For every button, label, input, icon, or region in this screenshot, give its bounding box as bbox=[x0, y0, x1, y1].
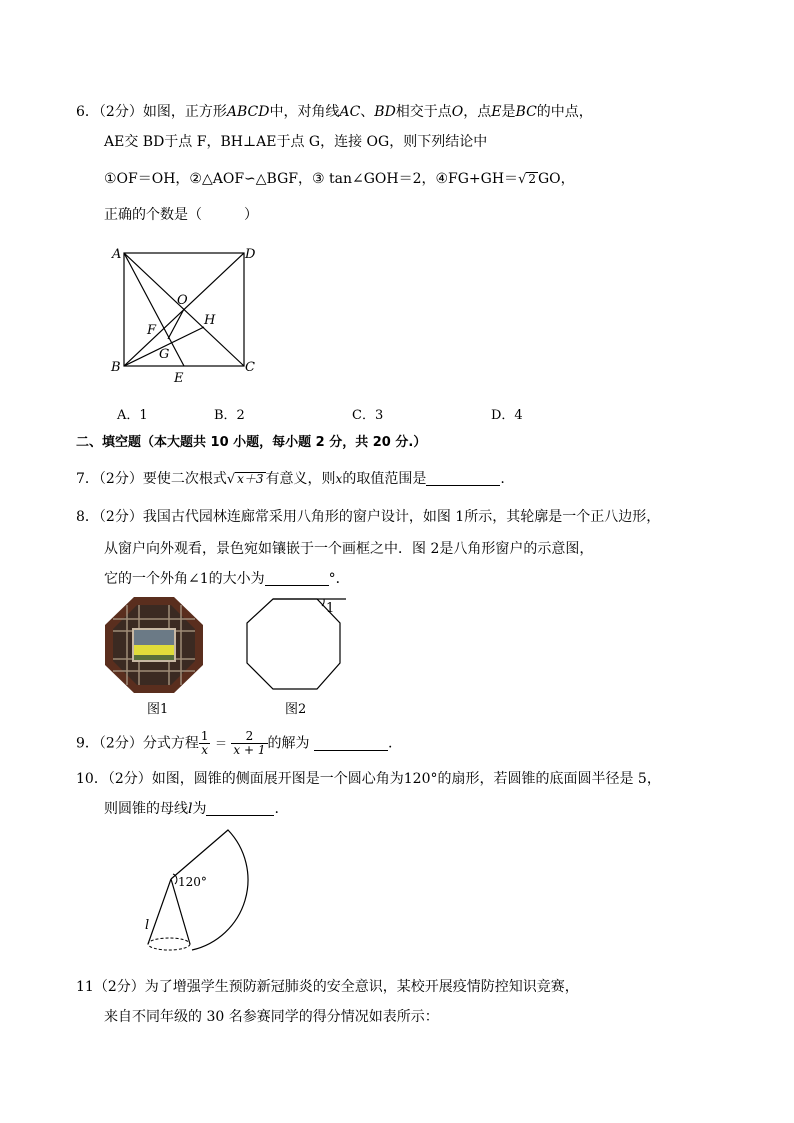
q10-text: 则圆锥的母线 bbox=[104, 801, 188, 817]
q6-option-c: C．3 bbox=[352, 408, 384, 423]
label-g: G bbox=[159, 347, 170, 362]
cone-base bbox=[148, 938, 190, 950]
q6-score: （2分） bbox=[98, 104, 143, 120]
label-e: E bbox=[174, 371, 184, 386]
cone-left-side bbox=[148, 879, 171, 944]
q6-square-name: ABCD bbox=[226, 104, 270, 120]
q9-end: . bbox=[387, 735, 393, 752]
q10-score: （2分） bbox=[107, 771, 152, 787]
q6-option-a: A．1 bbox=[117, 408, 148, 423]
q6-text: 中，对角线 bbox=[269, 104, 340, 120]
section-heading: 二、填空题（本大题共 10 小题，每小题 2 分，共 20 分.） bbox=[76, 435, 427, 450]
q9-answer-blank[interactable] bbox=[314, 736, 388, 751]
figure2-caption: 图2 bbox=[285, 702, 307, 717]
q7-number: 7． bbox=[76, 471, 99, 487]
q6-o: O bbox=[451, 104, 464, 120]
q6-square-figure bbox=[100, 240, 270, 390]
q6-conclusions: ①OF＝OH，②△AOF∽△BGF，③ tan∠GOH＝2，④FG+GH＝ bbox=[104, 171, 519, 187]
q11-number: 11 bbox=[76, 979, 94, 995]
q9-text: 的解为 bbox=[267, 735, 310, 752]
cone-figure bbox=[140, 822, 250, 962]
q8-line3 bbox=[104, 570, 350, 588]
q6-option-d: D．4 bbox=[491, 408, 523, 423]
q10-text: 的扇形，若圆锥的底面圆半径是 5， bbox=[437, 771, 661, 787]
label-o: O bbox=[177, 293, 188, 308]
segment-og bbox=[168, 309, 184, 339]
q6-line3: ①OF＝OH，②△AOF∽△BGF，③ tan∠GOH＝2，④FG+GH＝√ 2 GO， bbox=[104, 171, 575, 187]
q9-f1-den: x bbox=[201, 743, 209, 757]
cone-angle-arc bbox=[173, 874, 177, 884]
q7: 7．（2分）要使二次根式√ x＋3 有意义，则x的取值范围是 . bbox=[76, 471, 505, 487]
q9-fraction-2 bbox=[231, 730, 267, 757]
q10-text: 如图，圆锥的侧面展开图是一个圆心角为 bbox=[151, 771, 404, 787]
q6-option-b: B．2 bbox=[214, 408, 245, 423]
q10-text: 为 bbox=[192, 801, 207, 817]
q6-bd: BD bbox=[374, 104, 396, 120]
q7-score: （2分） bbox=[98, 471, 143, 487]
q8-score: （2分） bbox=[98, 509, 143, 525]
q7-end: . bbox=[500, 471, 505, 487]
q6-ac: AC bbox=[339, 104, 361, 120]
label-h: H bbox=[204, 313, 216, 328]
q9 bbox=[76, 730, 392, 757]
q11-score: （2分） bbox=[93, 979, 145, 995]
q6-text: 如图，正方形 bbox=[142, 104, 227, 120]
q7-text: 的取值范围是 bbox=[342, 471, 427, 487]
q10-end: . bbox=[274, 801, 279, 817]
q10-angle: 120° bbox=[403, 771, 438, 787]
q9-number: 9． bbox=[76, 735, 99, 752]
q9-f2-num: 2 bbox=[231, 730, 267, 744]
q9-f2-den: x + 1 bbox=[233, 743, 266, 757]
q10-number: 10． bbox=[76, 771, 108, 787]
sector-outline bbox=[171, 830, 248, 950]
cone-angle-label: 120° bbox=[178, 875, 207, 889]
label-d: D bbox=[245, 247, 256, 262]
q8-text: 它的一个外角∠1的大小为 bbox=[104, 571, 265, 587]
octagon-diagram bbox=[240, 593, 352, 693]
q6-sep: 、 bbox=[360, 104, 375, 120]
figure1-caption: 图1 bbox=[147, 702, 169, 717]
angle-label: 1 bbox=[326, 601, 335, 616]
q6-conclusions-end: GO， bbox=[538, 171, 575, 187]
q10-line1 bbox=[76, 770, 661, 788]
q11-line2: 来自不同年级的 30 名参赛同学的得分情况如表所示： bbox=[104, 1009, 439, 1025]
angle-arc bbox=[322, 599, 324, 606]
q9-f1-num: 1 bbox=[200, 729, 209, 743]
q7-answer-blank[interactable] bbox=[426, 471, 500, 486]
q11-text: 为了增强学生预防新冠肺炎的安全意识，某校开展疫情防控知识竞赛， bbox=[144, 979, 579, 995]
label-a: A bbox=[112, 247, 122, 262]
q10-answer-blank[interactable] bbox=[206, 801, 274, 816]
q6-text: ，点 bbox=[463, 104, 492, 120]
q7-text: 有意义，则 bbox=[265, 471, 336, 487]
q7-radicand: x＋3 bbox=[237, 472, 264, 486]
octagon-window-photo bbox=[105, 597, 203, 693]
label-b: B bbox=[111, 360, 121, 375]
q8-number: 8． bbox=[76, 509, 99, 525]
q11-line1 bbox=[76, 978, 579, 996]
segment-ae bbox=[124, 253, 184, 366]
q6-sqrt-value: 2 bbox=[528, 172, 536, 186]
q6-number: 6． bbox=[76, 104, 99, 120]
q6-line4: 正确的个数是（ ） bbox=[104, 207, 258, 223]
q7-text: 要使二次根式 bbox=[142, 471, 227, 487]
q9-equals: ＝ bbox=[214, 736, 227, 751]
q6-e: E bbox=[491, 104, 502, 120]
q8-answer-blank[interactable] bbox=[265, 571, 329, 586]
q10-line2 bbox=[104, 800, 279, 818]
q9-fraction-1 bbox=[199, 730, 211, 757]
q6-line2: AE交 BD于点 F，BH⊥AE于点 G，连接 OG，则下列结论中 bbox=[104, 134, 488, 150]
q8-text: 我国古代园林连廊常采用八角形的窗户设计，如图 1所示，其轮廓是一个正八边形， bbox=[142, 509, 661, 525]
q9-text: 分式方程 bbox=[142, 735, 199, 752]
q10-l: l bbox=[188, 801, 193, 817]
q8-line1 bbox=[76, 508, 660, 526]
q6-bc: BC bbox=[515, 104, 537, 120]
q8-line2: 从窗户向外观看，景色宛如镶嵌于一个画框之中．图 2是八角形窗户的示意图， bbox=[104, 541, 594, 557]
q6-text: 的中点， bbox=[536, 104, 593, 120]
q6-line1 bbox=[76, 103, 593, 121]
q7-x: x bbox=[335, 472, 343, 486]
label-f: F bbox=[147, 323, 157, 338]
q8-degree: °． bbox=[328, 571, 350, 587]
q6-text: 相交于点 bbox=[395, 104, 452, 120]
q6-text: 是 bbox=[501, 104, 516, 120]
cone-l-label: l bbox=[145, 918, 150, 933]
label-c: C bbox=[245, 360, 255, 375]
q9-score: （2分） bbox=[98, 735, 143, 752]
